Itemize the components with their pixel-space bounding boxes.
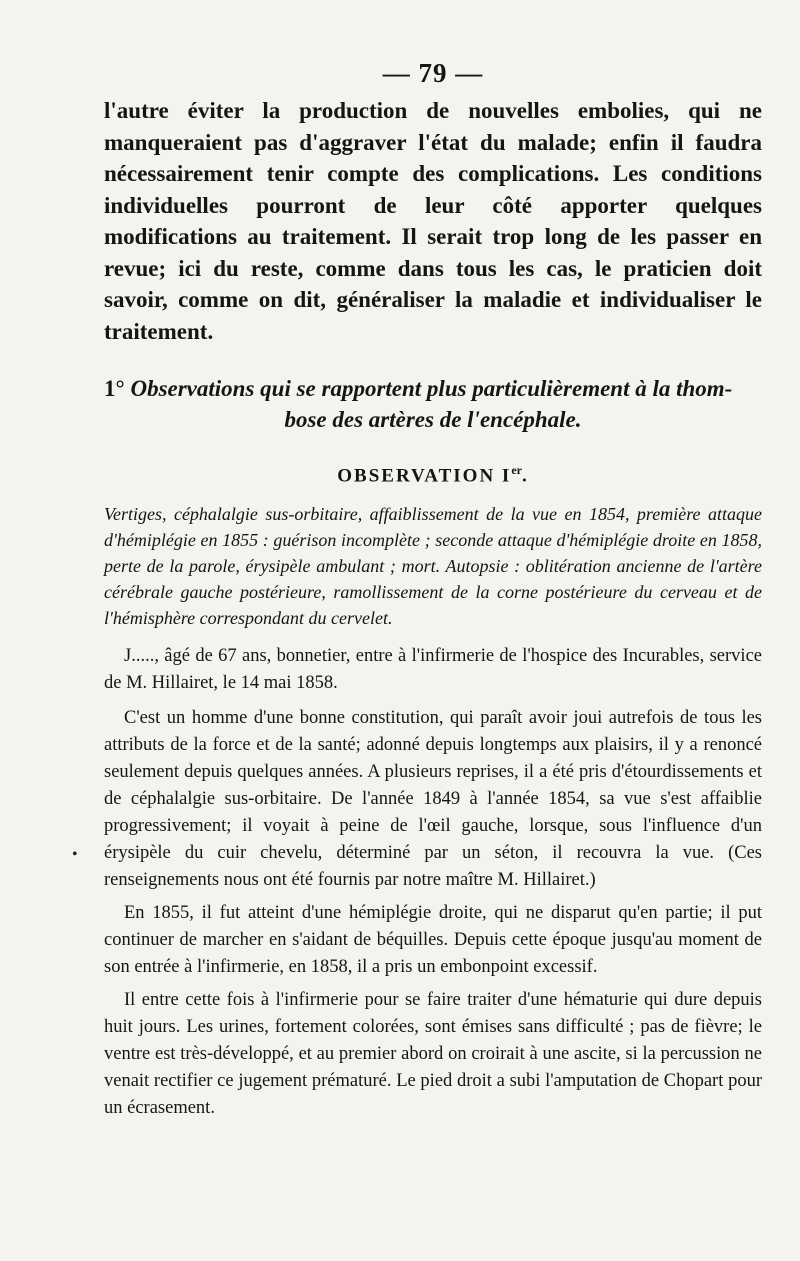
observation-title-text: OBSERVATION I (337, 465, 512, 487)
body-paragraph: Il entre cette fois à l'infirmerie pour se faire traiter d'une hématurie qui dure depuis huit jours. Les urines, fortement colorées, sont émises sans difficulté ; pas de fièvre; le ventre est très-développé, et au premier abord on croirait à une ascite, si la percussion ne venait rectifier ce jugement prématuré. Le pied droit a subi l'amputation de Chopart pour un écrasement. (104, 990, 762, 1119)
observation-title (104, 463, 762, 487)
body-paragraph: En 1855, il fut atteint d'une hémiplégie droite, qui ne disparut qu'en partie; il put continuer de marcher en s'aidant de béquilles. Depuis cette époque jusqu'au moment de son entrée à l'infirmerie, en 1858, il a pris un embonpoint excessif. (104, 903, 762, 978)
observation-title-end: . (521, 465, 529, 487)
observation-body (104, 643, 762, 1122)
section-heading-line1: Observations qui se rapportent plus particulièrement à la thom- (130, 376, 733, 401)
page-number: — 79 — (382, 58, 484, 88)
body-paragraph: J....., âgé de 67 ans, bonnetier, entre à l'infirmerie de l'hospice des Incurables, service de M. Hillairet, le 14 mai 1858. (104, 646, 762, 694)
intro-paragraph: l'autre éviter la production de nouvelles embolies, qui ne manqueraient pas d'aggraver l'état du malade; enfin il faudra nécessairement tenir compte des complications. Les conditions individuelles pourront de leur côté apporter quelques modifications au traitement. Il serait trop long de les passer en revue; ici du reste, comme dans tous les cas, le praticien doit savoir, comme on dit, généraliser la maladie et individualiser le traitement. (104, 98, 762, 344)
body-paragraph: C'est un homme d'une bonne constitution, qui paraît avoir joui autrefois de tous les attributs de la force et de la santé; adonné depuis longtemps aux plaisirs, il y a renoncé seulement depuis quelques années. A plusieurs reprises, il a été pris d'étourdissements et de céphalalgie sus-orbitaire. De l'année 1849 à l'année 1854, sa vue s'est affaiblie progressivement; il voyait à peine de l'œil gauche, lorsque, sous l'influence d'un érysipèle du cuir chevelu, déterminé par un séton, il recouvra la vue. (Ces renseignements nous ont été fournis par notre maître M. Hillairet.) (104, 708, 762, 891)
section-number: 1° (104, 376, 125, 401)
observation-title-sup: er (511, 463, 522, 477)
section-heading-line2: bose des artères de l'encéphale. (284, 407, 582, 432)
section-heading (104, 373, 762, 435)
margin-mark: • (72, 846, 78, 863)
observation-summary: Vertiges, céphalalgie sus-orbitaire, affaiblissement de la vue en 1854, première attaque d'hémiplégie en 1855 : guérison incomplète ; seconde attaque d'hémiplégie droite en 1858, perte de la parole, érysipèle ambulant ; mort. Autopsie : oblitération ancienne de l'artère cérébrale gauche postérieure, ramollissement de la corne postérieure du cerveau et de l'hémisphère correspondant du cervelet. (104, 504, 762, 629)
